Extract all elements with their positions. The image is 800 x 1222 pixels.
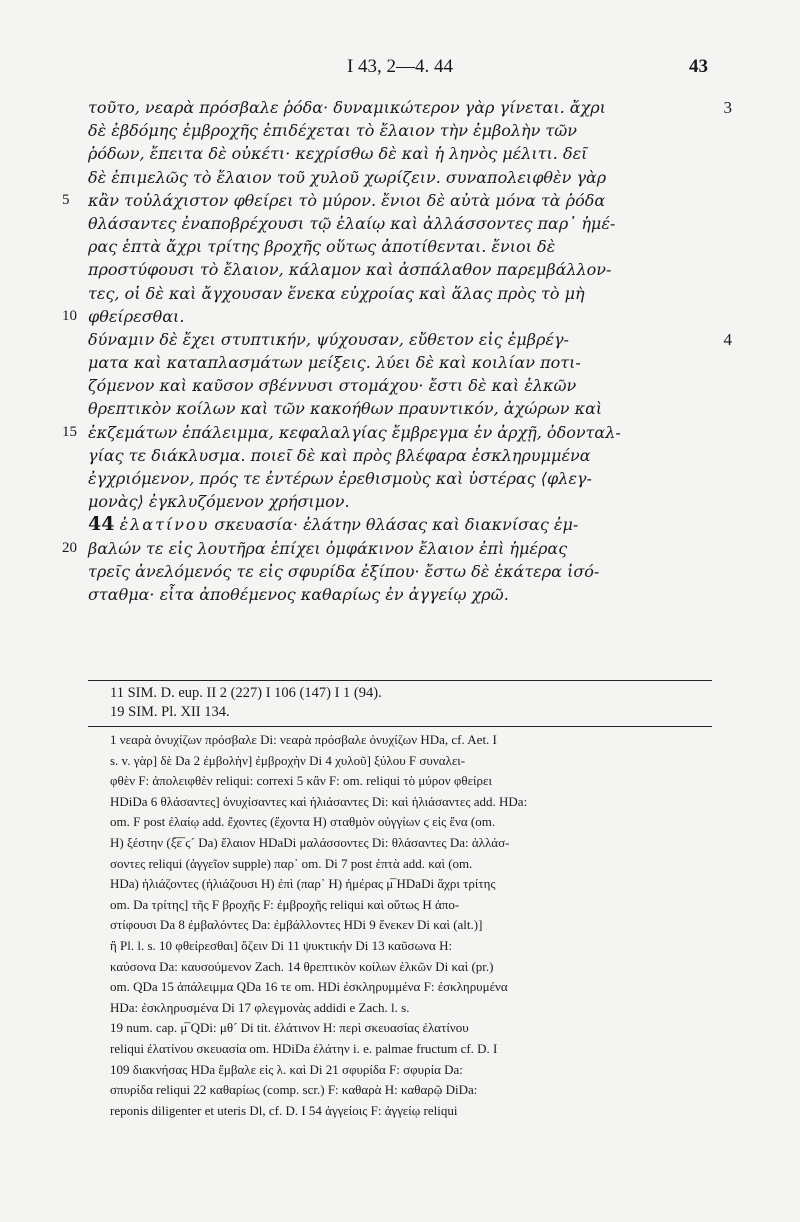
text-line	[88, 328, 732, 351]
line-text: δὲ ἐπιμελῶς τὸ ἔλαιον τοῦ χυλοῦ χωρίζειν. συναπολειφθὲν γὰρ	[88, 167, 607, 187]
apparatus-line: H) ξέστην (ξ̅ε̅ ϛ´ Da) ἔλαιον HDaDi μαλάσσοντες Di: θλάσαντες Da: ἀλλάσ-	[110, 834, 510, 850]
line-text: δύναμιν δὲ ἔχει στυπτικήν, ψύχουσαν, εὔθετον εἰς ἐμβρέγ-	[88, 329, 569, 349]
page-number: 43	[689, 56, 708, 77]
line-text: θλάσαντες ἐναποβρέχουσι τῷ ἐλαίῳ καὶ ἀλλάσσοντες παρ᾽ ἡμέ-	[88, 213, 616, 233]
testimonia-line: 11 SIM. D. eup. II 2 (227) I 106 (147) I 1 (94).	[110, 685, 382, 701]
chapter-heading-line	[88, 513, 712, 536]
apparatus-line: s. v. γὰρ] δὲ Da 2 ἐμβολὴν] ἐμβροχὴν Di 4 χυλοῦ] ξύλου F συναλει-	[110, 752, 466, 768]
apparatus-line: om. Da τρίτης] τῆς F βροχῆς F: ἐμβροχῆς reliqui καὶ οὕτως H ἀπο-	[110, 896, 460, 912]
apparatus-line: HDa: ἐσκληρυσμένα Di 17 φλεγμονὰς addidi e Zach. l. s.	[110, 999, 410, 1015]
text-line	[88, 142, 712, 165]
text-line	[88, 560, 712, 583]
apparatus-line: reponis diligenter et uteris Dl, cf. D. I 54 ἀγγείοις F: ἀγγείῳ reliqui	[110, 1102, 458, 1118]
text-line	[88, 282, 712, 305]
line-text: μονὰς⟩ ἐγκλυζόμενον χρήσιμον.	[88, 492, 350, 512]
text-line	[88, 583, 712, 606]
text-line	[88, 467, 712, 490]
apparatus-line: καύσονα Da: καυσούμενον Zach. 14 θρεπτικὸν κοίλων ἑλκῶν Di καὶ (pr.)	[110, 958, 494, 974]
line-text: ἐγχριόμενον, πρός τε ἐντέρων ἐρεθισμοὺς καὶ ὑστέρας ⟨φλεγ-	[88, 469, 592, 488]
apparatus-line: HDiDa 6 θλάσαντες] ὀνυχίσαντες καὶ ἡλιάσαντες Di: καὶ ἡλιάσαντες add. HDa:	[110, 793, 528, 809]
line-text: φθείρεσθαι.	[88, 306, 185, 326]
line-number: 20	[62, 539, 77, 556]
text-line	[62, 421, 712, 444]
apparatus-line: σοντες reliqui (ἀγγεῖον supple) παρ᾽ om. Di 7 post ἑπτὰ add. καὶ (om.	[110, 855, 473, 871]
text-line	[88, 96, 732, 119]
apparatus-line: 19 num. cap. μ̅ QDi: μθ´ Di tit. ἐλάτινον H: περὶ σκευασίας ἐλατίνου	[110, 1020, 469, 1036]
section-number: 4	[723, 329, 732, 349]
apparatus-rule	[88, 726, 712, 727]
line-text: ἐκζεμάτων ἐπάλειμμα, κεφαλαλγίας ἔμβρεγμα ἐν ἀρχῇ, ὀδονταλ-	[88, 422, 621, 442]
line-text: θρεπτικὸν κοίλων καὶ τῶν κακοήθων πραυντικόν, ἀχώρων καὶ	[88, 399, 603, 419]
text-line	[88, 397, 712, 420]
text-line	[62, 189, 712, 212]
line-text: σταθμα· εἶτα ἀποθέμενος καθαρίως ἐν ἀγγείῳ χρῶ.	[88, 584, 509, 604]
chapter-lemma: ἐλατίνου	[119, 515, 210, 535]
line-number: 15	[62, 423, 77, 440]
running-head	[0, 56, 800, 80]
section-number: 3	[723, 98, 732, 117]
apparatus-line: 109 διακνήσας HDa ἔμβαλε εἰς λ. καὶ Di 21 σφυρίδα F: σφυρία Da:	[110, 1061, 463, 1077]
line-text: κἂν τοὐλάχιστον φθείρει τὸ μύρον. ἔνιοι δὲ αὐτὰ μόνα τὰ ῥόδα	[88, 190, 606, 210]
line-number: 5	[62, 191, 70, 208]
text-line	[88, 351, 712, 374]
apparatus-line: σπυρίδα reliqui 22 καθαρίως (comp. scr.) F: καθαρὰ H: καθαρῷ DiDa:	[110, 1082, 478, 1098]
text-line	[88, 212, 712, 235]
line-text: τρεῖς ἀνελόμενός τε εἰς σφυρίδα ἐξίπου· ἔστω δὲ ἑκάτερα ἰσό-	[88, 561, 600, 581]
apparatus-line: στίφουσι Da 8 ἐμβαλόντες Da: ἐμβάλλοντες HDi 9 ἕνεκεν Di καὶ (alt.)]	[110, 917, 483, 933]
apparatus-line: om. F post ἐλαίῳ add. ἔχοντες (ἔχοντα H) σταθμὸν οὐγγίων ϛ εἰς ἕνα (om.	[110, 814, 496, 830]
running-head-reference: I 43, 2—4. 44	[346, 56, 454, 77]
line-text: προστύφουσι τὸ ἔλαιον, κάλαμον καὶ ἀσπάλαθον παρεμβάλλον-	[88, 260, 612, 280]
chapter-number: 44	[88, 513, 115, 536]
apparatus-line: reliqui ἐλατίνου σκευασία om. HDiDa ἐλάτην i. e. palmae fructum cf. D. I	[110, 1040, 498, 1056]
line-text: ματα καὶ καταπλασμάτων μείξεις. λύει δὲ καὶ κοιλίαν ποτι-	[88, 353, 581, 373]
line-text: ζόμενον καὶ καῦσον σβέννυσι στομάχου· ἔστι δὲ καὶ ἑλκῶν	[88, 376, 577, 396]
text-line	[88, 119, 712, 142]
line-text: σκευασία· ἐλάτην θλάσας καὶ διακνίσας ἐμ-	[214, 515, 579, 535]
line-text: ῥόδων, ἔπειτα δὲ οὐκέτι· κεχρίσθω δὲ καὶ ἡ ληνὸς μέλιτι. δεῖ	[88, 144, 588, 164]
line-text: τες, οἱ δὲ καὶ ἄγχουσαν ἕνεκα εὐχροίας καὶ ἅλας πρὸς τὸ μὴ	[88, 283, 585, 303]
apparatus-line: om. QDa 15 ἀπάλειμμα QDa 16 τε om. HDi ἐσκληρυμμένα F: ἐσκληρυμένα	[110, 979, 508, 995]
testimonia	[110, 684, 710, 722]
line-number: 10	[62, 307, 77, 324]
apparatus-line: ἢ Pl. l. s. 10 φθείρεσθαι] ὄζειν Di 11 ψυκτικήν Di 13 καῦσωνα H:	[110, 937, 453, 953]
text-line	[88, 166, 712, 189]
apparatus-line: HDa) ἡλιάζοντες (ἡλιάζουσι H) ἐπὶ (παρ᾽ H) ἡμέρας μ̅ HDaDi ἄχρι τρίτης	[110, 876, 496, 892]
apparatus-line: 1 νεαρὰ ὀνυχίζων πρόσβαλε Di: νεαρὰ πρόσβαλε ὀνυχίζων HDa, cf. Aet. I	[110, 732, 497, 747]
text-line	[88, 444, 712, 467]
main-text	[62, 96, 732, 606]
testimonia-line: 19 SIM. Pl. XII 134.	[110, 704, 230, 720]
line-text: ρας ἑπτὰ ἄχρι τρίτης βροχῆς οὕτως ἀποτίθενται. ἔνιοι δὲ	[88, 237, 556, 257]
line-text: βαλών τε εἰς λουτῆρα ἐπίχει ὀμφάκινον ἔλαιον ἐπὶ ἡμέρας	[88, 538, 568, 558]
text-line	[88, 490, 712, 513]
line-text: τοῦτο, νεαρὰ πρόσβαλε ῥόδα· δυναμικώτερον γὰρ γίνεται. ἄχρι	[88, 98, 606, 117]
testimonia-rule	[88, 680, 712, 681]
line-text: δὲ ἑβδόμης ἐμβροχῆς ἐπιδέχεται τὸ ἔλαιον τὴν ἐμβολὴν τῶν	[88, 121, 578, 141]
text-line	[62, 537, 712, 560]
text-line	[62, 305, 712, 328]
line-text: γίας τε διάκλυσμα. ποιεῖ δὲ καὶ πρὸς βλέφαρα ἐσκληρυμμένα	[88, 445, 591, 465]
critical-apparatus	[110, 730, 715, 1121]
text-line	[88, 374, 712, 397]
text-line	[88, 235, 712, 258]
text-line	[88, 258, 712, 281]
apparatus-line: φθὲν F: ἀπολειφθὲν reliqui: correxi 5 κἂν F: om. reliqui τὸ μύρον φθείρει	[110, 773, 492, 789]
